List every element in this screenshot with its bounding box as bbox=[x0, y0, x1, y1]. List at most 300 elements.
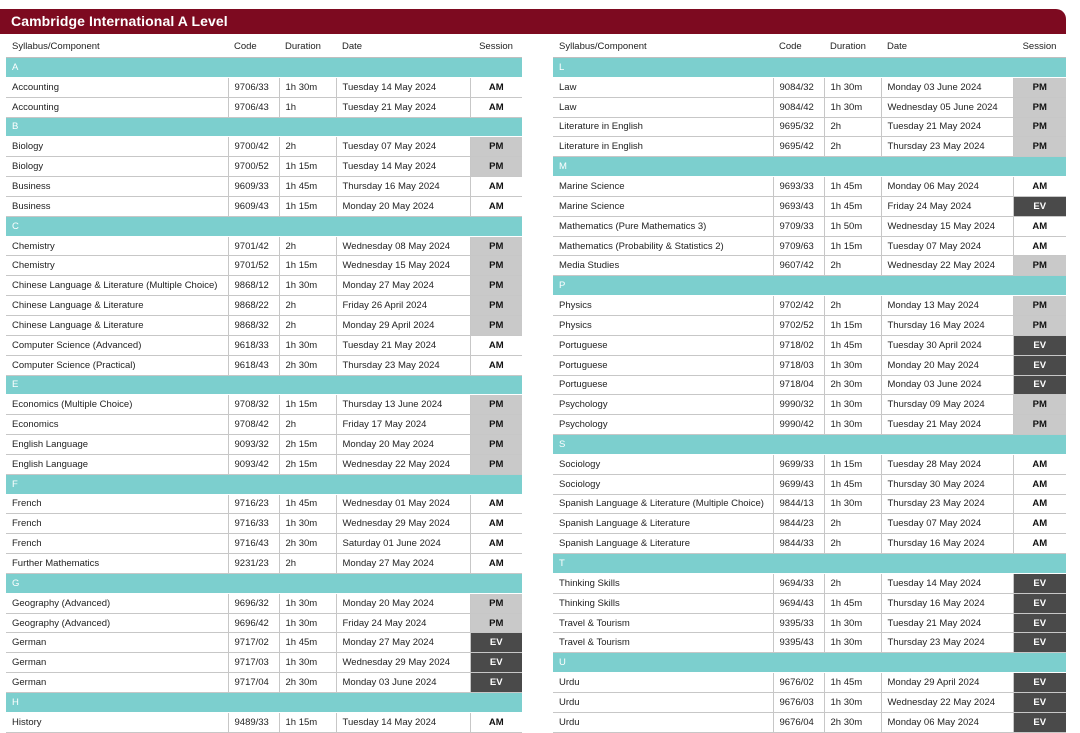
table-row bbox=[553, 216, 1066, 236]
session-cell: EV bbox=[1013, 196, 1066, 216]
session-cell: AM bbox=[1013, 534, 1066, 554]
session-cell: AM bbox=[470, 534, 522, 554]
code-cell: 9702/52 bbox=[773, 315, 824, 335]
table-row bbox=[6, 454, 522, 474]
duration-cell: 2h bbox=[279, 296, 336, 316]
syllabus-cell: German bbox=[6, 653, 228, 673]
table-row bbox=[553, 415, 1066, 435]
syllabus-cell: Business bbox=[6, 196, 228, 216]
letter-row bbox=[553, 276, 1066, 296]
table-row bbox=[553, 633, 1066, 653]
session-cell: EV bbox=[470, 673, 522, 693]
syllabus-cell: English Language bbox=[6, 454, 228, 474]
code-cell: 9231/23 bbox=[228, 554, 279, 574]
header-date: Date bbox=[881, 36, 1013, 58]
table-row bbox=[6, 77, 522, 97]
duration-cell: 2h 30m bbox=[824, 375, 881, 395]
duration-cell: 1h 30m bbox=[279, 593, 336, 613]
session-cell: PM bbox=[470, 415, 522, 435]
syllabus-cell: Accounting bbox=[6, 97, 228, 117]
table-row bbox=[553, 177, 1066, 197]
code-cell: 9609/33 bbox=[228, 177, 279, 197]
date-cell: Tuesday 21 May 2024 bbox=[881, 117, 1013, 137]
date-cell: Monday 20 May 2024 bbox=[336, 593, 470, 613]
date-cell: Tuesday 07 May 2024 bbox=[881, 514, 1013, 534]
code-cell: 9395/33 bbox=[773, 613, 824, 633]
code-cell: 9718/03 bbox=[773, 355, 824, 375]
letter-row bbox=[553, 653, 1066, 673]
letter-row bbox=[6, 375, 522, 395]
session-cell: AM bbox=[470, 494, 522, 514]
table-row bbox=[6, 435, 522, 455]
syllabus-cell: Literature in English bbox=[553, 137, 773, 157]
table-row bbox=[553, 137, 1066, 157]
date-cell: Wednesday 08 May 2024 bbox=[336, 236, 470, 256]
date-cell: Friday 24 May 2024 bbox=[881, 196, 1013, 216]
session-cell: EV bbox=[1013, 375, 1066, 395]
duration-cell: 2h bbox=[279, 554, 336, 574]
table-row bbox=[553, 474, 1066, 494]
code-cell: 9084/42 bbox=[773, 97, 824, 117]
session-cell: PM bbox=[1013, 77, 1066, 97]
syllabus-cell: Law bbox=[553, 97, 773, 117]
code-cell: 9618/33 bbox=[228, 335, 279, 355]
duration-cell: 1h 30m bbox=[824, 613, 881, 633]
table-row bbox=[553, 573, 1066, 593]
code-cell: 9716/43 bbox=[228, 534, 279, 554]
duration-cell: 1h 15m bbox=[824, 454, 881, 474]
table-row bbox=[553, 196, 1066, 216]
syllabus-cell: Thinking Skills bbox=[553, 593, 773, 613]
header-session: Session bbox=[470, 36, 522, 58]
date-cell: Monday 20 May 2024 bbox=[336, 196, 470, 216]
duration-cell: 1h 45m bbox=[824, 177, 881, 197]
session-cell: PM bbox=[470, 296, 522, 316]
table-row bbox=[6, 177, 522, 197]
date-cell: Monday 29 April 2024 bbox=[336, 315, 470, 335]
duration-cell: 1h 30m bbox=[279, 77, 336, 97]
date-cell: Tuesday 21 May 2024 bbox=[336, 335, 470, 355]
duration-cell: 1h 30m bbox=[279, 613, 336, 633]
session-cell: PM bbox=[1013, 97, 1066, 117]
table-row bbox=[553, 712, 1066, 732]
code-cell: 9696/32 bbox=[228, 593, 279, 613]
letter-label: B bbox=[6, 117, 522, 137]
table-row bbox=[553, 117, 1066, 137]
session-cell: AM bbox=[1013, 494, 1066, 514]
date-cell: Monday 20 May 2024 bbox=[336, 435, 470, 455]
table-row bbox=[6, 593, 522, 613]
title-banner bbox=[0, 9, 1066, 34]
header-code: Code bbox=[228, 36, 279, 58]
duration-cell: 2h bbox=[824, 117, 881, 137]
duration-cell: 2h bbox=[279, 415, 336, 435]
syllabus-cell: Sociology bbox=[553, 474, 773, 494]
syllabus-cell: Spanish Language & Literature bbox=[553, 514, 773, 534]
date-cell: Wednesday 15 May 2024 bbox=[336, 256, 470, 276]
header-syllabus: Syllabus/Component bbox=[6, 36, 228, 58]
duration-cell: 1h 50m bbox=[824, 216, 881, 236]
letter-label: S bbox=[553, 435, 1066, 455]
session-cell: PM bbox=[1013, 415, 1066, 435]
session-cell: EV bbox=[1013, 593, 1066, 613]
duration-cell: 2h bbox=[279, 137, 336, 157]
syllabus-cell: Spanish Language & Literature bbox=[553, 534, 773, 554]
table-row bbox=[553, 534, 1066, 554]
duration-cell: 1h 15m bbox=[824, 236, 881, 256]
session-cell: AM bbox=[1013, 216, 1066, 236]
table-row bbox=[553, 494, 1066, 514]
session-cell: AM bbox=[1013, 236, 1066, 256]
syllabus-cell: Chemistry bbox=[6, 256, 228, 276]
table-row bbox=[6, 534, 522, 554]
schedule-table-left bbox=[6, 36, 522, 733]
syllabus-cell: Chinese Language & Literature (Multiple Choice) bbox=[6, 276, 228, 296]
code-cell: 9093/42 bbox=[228, 454, 279, 474]
table-row bbox=[553, 454, 1066, 474]
code-cell: 9718/04 bbox=[773, 375, 824, 395]
code-cell: 9676/03 bbox=[773, 693, 824, 713]
session-cell: PM bbox=[1013, 256, 1066, 276]
duration-cell: 1h 30m bbox=[824, 633, 881, 653]
session-cell: EV bbox=[1013, 355, 1066, 375]
date-cell: Wednesday 05 June 2024 bbox=[881, 97, 1013, 117]
date-cell: Friday 24 May 2024 bbox=[336, 613, 470, 633]
syllabus-cell: Economics (Multiple Choice) bbox=[6, 395, 228, 415]
code-cell: 9718/02 bbox=[773, 335, 824, 355]
table-row bbox=[553, 673, 1066, 693]
syllabus-cell: Chinese Language & Literature bbox=[6, 296, 228, 316]
session-cell: AM bbox=[1013, 454, 1066, 474]
code-cell: 9699/43 bbox=[773, 474, 824, 494]
syllabus-cell: Physics bbox=[553, 296, 773, 316]
table-row bbox=[6, 673, 522, 693]
session-cell: PM bbox=[1013, 137, 1066, 157]
duration-cell: 1h 30m bbox=[279, 335, 336, 355]
session-cell: PM bbox=[470, 276, 522, 296]
date-cell: Monday 27 May 2024 bbox=[336, 633, 470, 653]
letter-row bbox=[553, 554, 1066, 574]
code-cell: 9693/33 bbox=[773, 177, 824, 197]
syllabus-cell: Thinking Skills bbox=[553, 573, 773, 593]
code-cell: 9700/52 bbox=[228, 157, 279, 177]
date-cell: Thursday 09 May 2024 bbox=[881, 395, 1013, 415]
code-cell: 9709/63 bbox=[773, 236, 824, 256]
code-cell: 9607/42 bbox=[773, 256, 824, 276]
code-cell: 9093/32 bbox=[228, 435, 279, 455]
session-cell: PM bbox=[470, 137, 522, 157]
syllabus-cell: Urdu bbox=[553, 673, 773, 693]
schedule-table-right bbox=[553, 36, 1066, 733]
syllabus-cell: Physics bbox=[553, 315, 773, 335]
duration-cell: 1h bbox=[279, 97, 336, 117]
table-row bbox=[6, 395, 522, 415]
syllabus-cell: Urdu bbox=[553, 693, 773, 713]
letter-row bbox=[6, 58, 522, 78]
header-code: Code bbox=[773, 36, 824, 58]
code-cell: 9395/43 bbox=[773, 633, 824, 653]
duration-cell: 2h bbox=[279, 236, 336, 256]
letter-label: A bbox=[6, 58, 522, 78]
syllabus-cell: Psychology bbox=[553, 415, 773, 435]
table-row bbox=[553, 77, 1066, 97]
syllabus-cell: Economics bbox=[6, 415, 228, 435]
syllabus-cell: Business bbox=[6, 177, 228, 197]
syllabus-cell: Biology bbox=[6, 137, 228, 157]
duration-cell: 1h 30m bbox=[279, 276, 336, 296]
letter-label: G bbox=[6, 573, 522, 593]
session-cell: AM bbox=[1013, 177, 1066, 197]
header-duration: Duration bbox=[279, 36, 336, 58]
session-cell: AM bbox=[470, 554, 522, 574]
duration-cell: 1h 45m bbox=[824, 335, 881, 355]
session-cell: PM bbox=[470, 315, 522, 335]
syllabus-cell: Media Studies bbox=[553, 256, 773, 276]
code-cell: 9489/33 bbox=[228, 712, 279, 732]
syllabus-cell: French bbox=[6, 514, 228, 534]
letter-label: F bbox=[6, 474, 522, 494]
table-row bbox=[6, 276, 522, 296]
header-duration: Duration bbox=[824, 36, 881, 58]
session-cell: PM bbox=[1013, 395, 1066, 415]
letter-label: C bbox=[6, 216, 522, 236]
header-syllabus: Syllabus/Component bbox=[553, 36, 773, 58]
code-cell: 9990/42 bbox=[773, 415, 824, 435]
table-row bbox=[553, 355, 1066, 375]
session-cell: EV bbox=[1013, 712, 1066, 732]
code-cell: 9084/32 bbox=[773, 77, 824, 97]
duration-cell: 2h 30m bbox=[824, 712, 881, 732]
table-row bbox=[6, 97, 522, 117]
letter-label: T bbox=[553, 554, 1066, 574]
session-cell: PM bbox=[470, 593, 522, 613]
code-cell: 9709/33 bbox=[773, 216, 824, 236]
date-cell: Tuesday 07 May 2024 bbox=[336, 137, 470, 157]
letter-label: E bbox=[6, 375, 522, 395]
code-cell: 9716/33 bbox=[228, 514, 279, 534]
syllabus-cell: Chemistry bbox=[6, 236, 228, 256]
syllabus-cell: Computer Science (Advanced) bbox=[6, 335, 228, 355]
table-row bbox=[553, 335, 1066, 355]
table-row bbox=[6, 137, 522, 157]
letter-row bbox=[553, 157, 1066, 177]
letter-row bbox=[6, 474, 522, 494]
syllabus-cell: Spanish Language & Literature (Multiple Choice) bbox=[553, 494, 773, 514]
session-cell: EV bbox=[470, 633, 522, 653]
code-cell: 9844/13 bbox=[773, 494, 824, 514]
code-cell: 9609/43 bbox=[228, 196, 279, 216]
code-cell: 9694/43 bbox=[773, 593, 824, 613]
date-cell: Thursday 23 May 2024 bbox=[881, 633, 1013, 653]
duration-cell: 1h 15m bbox=[279, 712, 336, 732]
table-row bbox=[553, 395, 1066, 415]
date-cell: Monday 27 May 2024 bbox=[336, 554, 470, 574]
duration-cell: 1h 30m bbox=[824, 415, 881, 435]
session-cell: AM bbox=[1013, 474, 1066, 494]
session-cell: EV bbox=[1013, 613, 1066, 633]
code-cell: 9717/03 bbox=[228, 653, 279, 673]
date-cell: Monday 03 June 2024 bbox=[881, 375, 1013, 395]
duration-cell: 1h 15m bbox=[279, 256, 336, 276]
table-row bbox=[6, 712, 522, 732]
table-row bbox=[6, 315, 522, 335]
duration-cell: 1h 30m bbox=[824, 693, 881, 713]
syllabus-cell: Psychology bbox=[553, 395, 773, 415]
code-cell: 9699/33 bbox=[773, 454, 824, 474]
table-row bbox=[553, 375, 1066, 395]
session-cell: PM bbox=[1013, 117, 1066, 137]
date-cell: Saturday 01 June 2024 bbox=[336, 534, 470, 554]
date-cell: Monday 06 May 2024 bbox=[881, 177, 1013, 197]
duration-cell: 1h 45m bbox=[279, 494, 336, 514]
syllabus-cell: Urdu bbox=[553, 712, 773, 732]
syllabus-cell: Portuguese bbox=[553, 355, 773, 375]
session-cell: EV bbox=[1013, 633, 1066, 653]
code-cell: 9868/12 bbox=[228, 276, 279, 296]
code-cell: 9868/22 bbox=[228, 296, 279, 316]
session-cell: PM bbox=[1013, 315, 1066, 335]
letter-row bbox=[553, 435, 1066, 455]
syllabus-cell: Portuguese bbox=[553, 375, 773, 395]
syllabus-cell: Geography (Advanced) bbox=[6, 593, 228, 613]
letter-row bbox=[553, 58, 1066, 78]
session-cell: AM bbox=[470, 177, 522, 197]
letter-label: M bbox=[553, 157, 1066, 177]
session-cell: PM bbox=[470, 157, 522, 177]
date-cell: Tuesday 21 May 2024 bbox=[881, 613, 1013, 633]
duration-cell: 2h bbox=[824, 137, 881, 157]
date-cell: Monday 03 June 2024 bbox=[881, 77, 1013, 97]
duration-cell: 2h 15m bbox=[279, 454, 336, 474]
table-row bbox=[553, 514, 1066, 534]
duration-cell: 1h 30m bbox=[824, 77, 881, 97]
code-cell: 9701/52 bbox=[228, 256, 279, 276]
table-row bbox=[553, 593, 1066, 613]
table-row bbox=[6, 256, 522, 276]
table-row bbox=[6, 355, 522, 375]
table-row bbox=[6, 415, 522, 435]
code-cell: 9708/32 bbox=[228, 395, 279, 415]
duration-cell: 2h bbox=[824, 573, 881, 593]
duration-cell: 2h bbox=[824, 296, 881, 316]
syllabus-cell: Marine Science bbox=[553, 196, 773, 216]
date-cell: Wednesday 15 May 2024 bbox=[881, 216, 1013, 236]
syllabus-cell: Mathematics (Pure Mathematics 3) bbox=[553, 216, 773, 236]
date-cell: Monday 20 May 2024 bbox=[881, 355, 1013, 375]
date-cell: Thursday 16 May 2024 bbox=[881, 593, 1013, 613]
syllabus-cell: Biology bbox=[6, 157, 228, 177]
session-cell: EV bbox=[470, 653, 522, 673]
date-cell: Wednesday 22 May 2024 bbox=[881, 693, 1013, 713]
date-cell: Thursday 16 May 2024 bbox=[881, 534, 1013, 554]
duration-cell: 1h 30m bbox=[824, 494, 881, 514]
date-cell: Friday 26 April 2024 bbox=[336, 296, 470, 316]
syllabus-cell: Chinese Language & Literature bbox=[6, 315, 228, 335]
letter-row bbox=[6, 216, 522, 236]
syllabus-cell: Literature in English bbox=[553, 117, 773, 137]
duration-cell: 1h 30m bbox=[824, 355, 881, 375]
duration-cell: 1h 45m bbox=[279, 633, 336, 653]
syllabus-cell: Portuguese bbox=[553, 335, 773, 355]
table-row bbox=[6, 554, 522, 574]
duration-cell: 2h bbox=[279, 315, 336, 335]
syllabus-cell: Law bbox=[553, 77, 773, 97]
letter-label: U bbox=[553, 653, 1066, 673]
syllabus-cell: Further Mathematics bbox=[6, 554, 228, 574]
syllabus-cell: Mathematics (Probability & Statistics 2) bbox=[553, 236, 773, 256]
date-cell: Tuesday 14 May 2024 bbox=[336, 157, 470, 177]
duration-cell: 2h bbox=[824, 256, 881, 276]
duration-cell: 1h 45m bbox=[279, 177, 336, 197]
duration-cell: 1h 15m bbox=[279, 196, 336, 216]
table-row bbox=[6, 494, 522, 514]
session-cell: AM bbox=[470, 712, 522, 732]
duration-cell: 1h 45m bbox=[824, 196, 881, 216]
duration-cell: 1h 45m bbox=[824, 474, 881, 494]
table-row bbox=[553, 296, 1066, 316]
code-cell: 9694/33 bbox=[773, 573, 824, 593]
session-cell: AM bbox=[470, 77, 522, 97]
syllabus-cell: French bbox=[6, 534, 228, 554]
table-row bbox=[553, 256, 1066, 276]
date-cell: Tuesday 14 May 2024 bbox=[336, 712, 470, 732]
code-cell: 9701/42 bbox=[228, 236, 279, 256]
date-cell: Tuesday 30 April 2024 bbox=[881, 335, 1013, 355]
session-cell: PM bbox=[1013, 296, 1066, 316]
date-cell: Tuesday 14 May 2024 bbox=[881, 573, 1013, 593]
code-cell: 9868/32 bbox=[228, 315, 279, 335]
table-row bbox=[553, 315, 1066, 335]
date-cell: Friday 17 May 2024 bbox=[336, 415, 470, 435]
date-cell: Tuesday 28 May 2024 bbox=[881, 454, 1013, 474]
letter-row bbox=[6, 117, 522, 137]
session-cell: PM bbox=[470, 435, 522, 455]
duration-cell: 1h 30m bbox=[824, 97, 881, 117]
date-cell: Wednesday 22 May 2024 bbox=[336, 454, 470, 474]
letter-label: P bbox=[553, 276, 1066, 296]
syllabus-cell: German bbox=[6, 633, 228, 653]
syllabus-cell: Marine Science bbox=[553, 177, 773, 197]
code-cell: 9706/33 bbox=[228, 77, 279, 97]
session-cell: EV bbox=[1013, 335, 1066, 355]
date-cell: Thursday 16 May 2024 bbox=[881, 315, 1013, 335]
duration-cell: 1h 15m bbox=[279, 157, 336, 177]
syllabus-cell: Travel & Tourism bbox=[553, 613, 773, 633]
code-cell: 9844/33 bbox=[773, 534, 824, 554]
code-cell: 9990/32 bbox=[773, 395, 824, 415]
table-row bbox=[553, 236, 1066, 256]
code-cell: 9695/32 bbox=[773, 117, 824, 137]
session-cell: AM bbox=[470, 196, 522, 216]
code-cell: 9700/42 bbox=[228, 137, 279, 157]
session-cell: EV bbox=[1013, 573, 1066, 593]
date-cell: Monday 06 May 2024 bbox=[881, 712, 1013, 732]
date-cell: Thursday 23 May 2024 bbox=[881, 494, 1013, 514]
session-cell: PM bbox=[470, 236, 522, 256]
letter-row bbox=[6, 573, 522, 593]
code-cell: 9844/23 bbox=[773, 514, 824, 534]
syllabus-cell: History bbox=[6, 712, 228, 732]
letter-row bbox=[6, 693, 522, 713]
table-row bbox=[6, 296, 522, 316]
table-row bbox=[6, 236, 522, 256]
date-cell: Monday 13 May 2024 bbox=[881, 296, 1013, 316]
syllabus-cell: Geography (Advanced) bbox=[6, 613, 228, 633]
duration-cell: 2h bbox=[824, 534, 881, 554]
date-cell: Wednesday 29 May 2024 bbox=[336, 653, 470, 673]
date-cell: Thursday 23 May 2024 bbox=[336, 355, 470, 375]
table-row bbox=[6, 157, 522, 177]
